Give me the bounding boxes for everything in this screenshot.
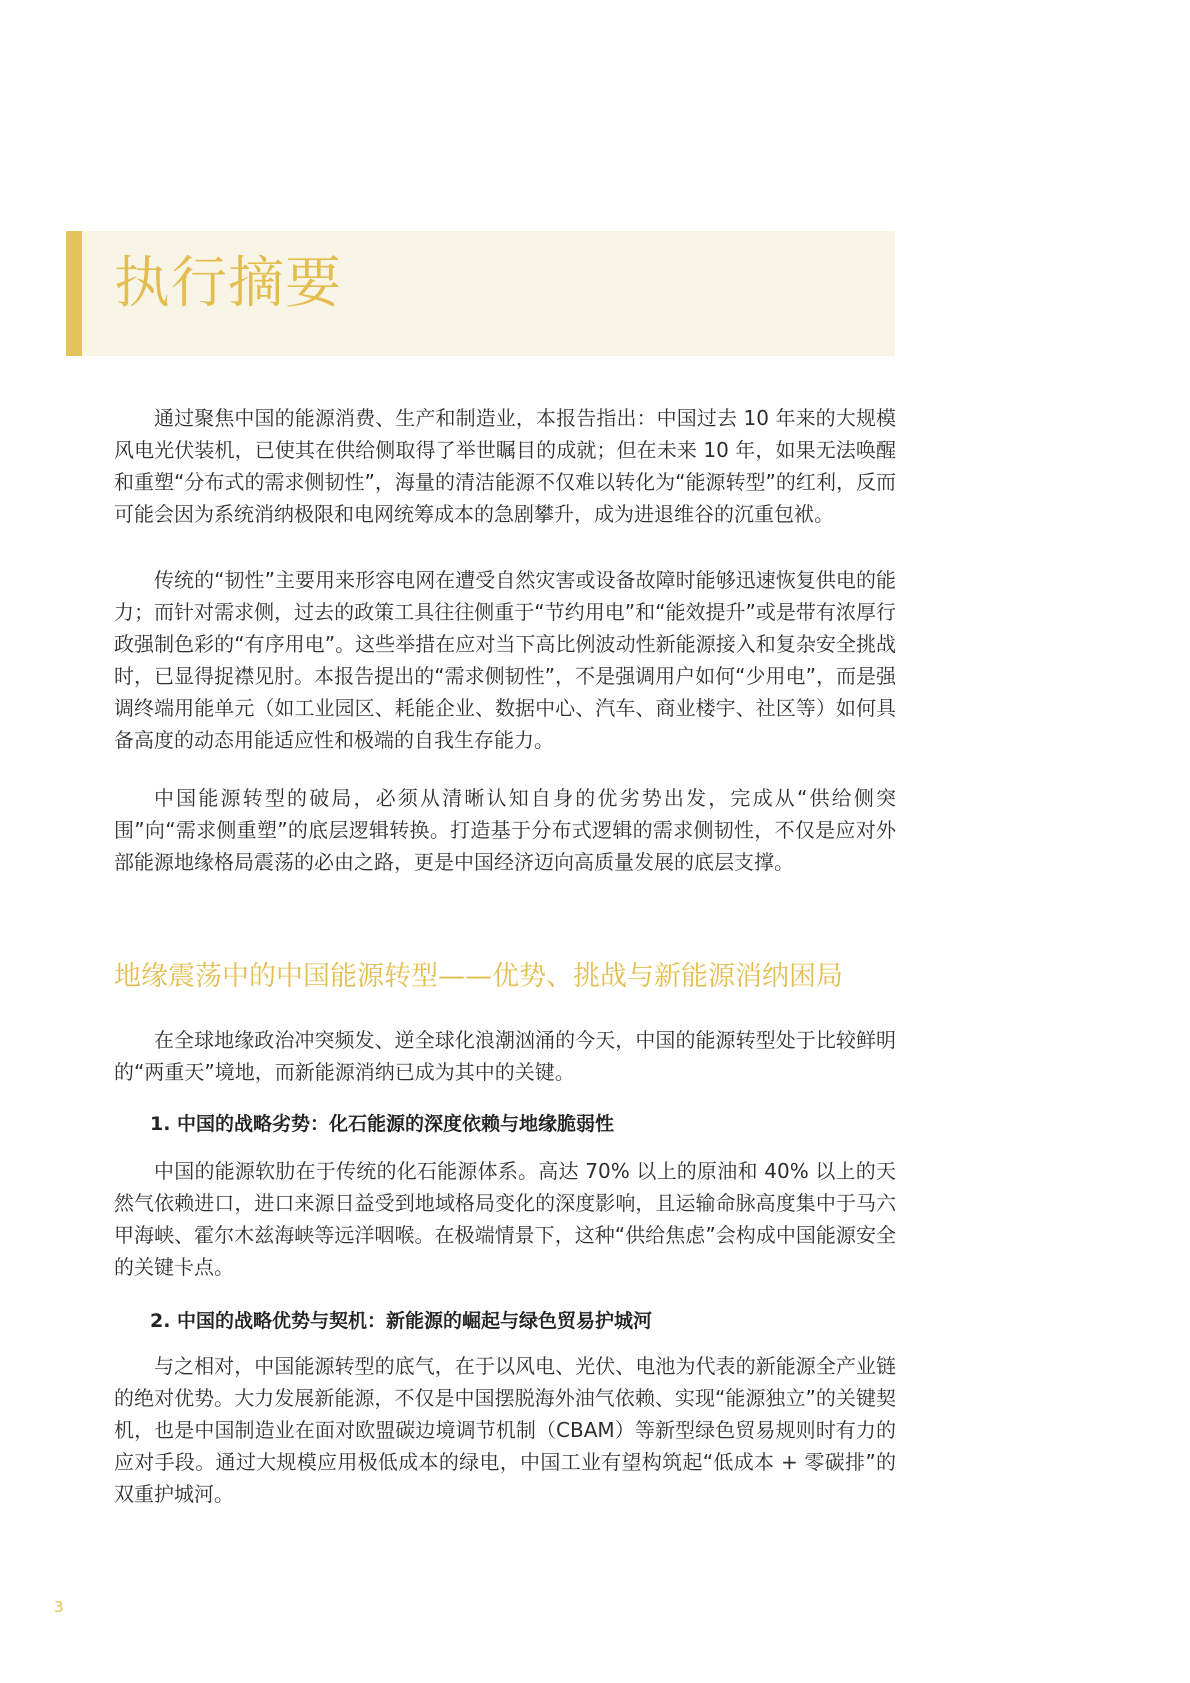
subsection-body-2 (114, 1350, 896, 1510)
subsection-body-1 (114, 1155, 896, 1283)
intro-paragraph-3-text: 中国能源转型的破局，必须从清晰认知自身的优劣势出发，完成从“供给侧突围”向“需求侧重塑”的底层逻辑转换。打造基于分布式逻辑的需求侧韧性，不仅是应对外部能源地缘格局震荡的必由之路，更是中国经济迈向高质量发展的底层支撑。 (114, 786, 896, 874)
subsection-heading-2: 2. 中国的战略优势与契机：新能源的崛起与绿色贸易护城河 (150, 1310, 653, 1332)
page-number: 3 (54, 1598, 64, 1616)
section-lead (114, 1024, 896, 1088)
subsection-body-2-text: 与之相对，中国能源转型的底气，在于以风电、光伏、电池为代表的新能源全产业链的绝对优势。大力发展新能源，不仅是中国摆脱海外油气依赖、实现“能源独立”的关键契机，也是中国制造业在面对欧盟碳边境调节机制（CBAM）等新型绿色贸易规则时有力的应对手段。通过大规模应用极低成本的绿电，中国工业有望构筑起“低成本 + 零碳排”的双重护城河。 (114, 1354, 896, 1506)
intro-paragraph-3 (114, 782, 896, 878)
intro-paragraph-1 (114, 402, 896, 530)
page-title: 执行摘要 (114, 251, 342, 316)
section-heading: 地缘震荡中的中国能源转型——优势、挑战与新能源消纳困局 (114, 961, 843, 992)
subsection-heading-1: 1. 中国的战略劣势：化石能源的深度依赖与地缘脆弱性 (150, 1113, 615, 1135)
intro-paragraph-1-text: 通过聚焦中国的能源消费、生产和制造业，本报告指出：中国过去 10 年来的大规模风电光伏装机，已使其在供给侧取得了举世瞩目的成就；但在未来 10 年，如果无法唤醒和重塑“分布式的需求侧韧性”，海量的清洁能源不仅难以转化为“能源转型”的红利，反而可能会因为系统消纳极限和电网统筹成本的急剧攀升，成为进退维谷的沉重包袱。 (114, 406, 896, 526)
section-lead-text: 在全球地缘政治冲突频发、逆全球化浪潮汹涌的今天，中国的能源转型处于比较鲜明的“两重天”境地，而新能源消纳已成为其中的关键。 (114, 1028, 896, 1084)
intro-paragraph-2-text: 传统的“韧性”主要用来形容电网在遭受自然灾害或设备故障时能够迅速恢复供电的能力；而针对需求侧，过去的政策工具往往侧重于“节约用电”和“能效提升”或是带有浓厚行政强制色彩的“有序用电”。这些举措在应对当下高比例波动性新能源接入和复杂安全挑战时，已显得捉襟见肘。本报告提出的“需求侧韧性”，不是强调用户如何“少用电”，而是强调终端用能单元（如工业园区、耗能企业、数据中心、汽车、商业楼宇、社区等）如何具备高度的动态用能适应性和极端的自我生存能力。 (114, 568, 896, 752)
intro-paragraph-2 (114, 564, 896, 756)
title-accent-bar (66, 231, 82, 356)
subsection-body-1-text: 中国的能源软肋在于传统的化石能源体系。高达 70% 以上的原油和 40% 以上的天然气依赖进口，进口来源日益受到地域格局变化的深度影响，且运输命脉高度集中于马六甲海峡、霍尔木兹海峡等远洋咽喉。在极端情景下，这种“供给焦虑”会构成中国能源安全的关键卡点。 (114, 1159, 896, 1279)
